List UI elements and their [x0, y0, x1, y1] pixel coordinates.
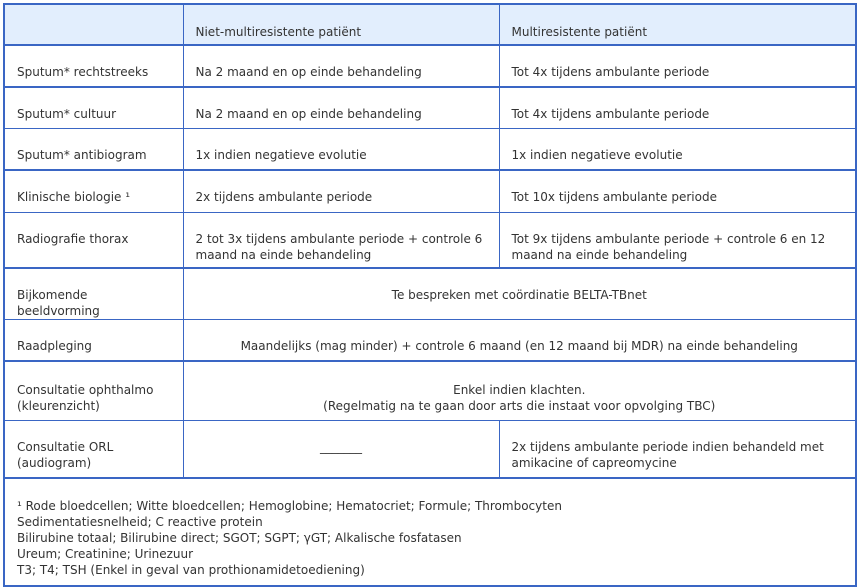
footnote-line: ¹ Rode bloedcellen; Witte bloedcellen; Hemoglobine; Hematocriet; Formule; Thrombocyten	[17, 498, 562, 513]
cell-niet-mdr: Na 2 maand en op einde behandeling	[183, 45, 499, 87]
table-row	[4, 212, 856, 268]
table-row	[4, 87, 856, 128]
row-label: Klinische biologie ¹	[4, 170, 183, 212]
cell-mdr: 2x tijdens ambulante periode indien behandeld met amikacine of capreomycine	[499, 421, 856, 478]
table-row	[4, 170, 856, 212]
cell-niet-mdr: 2 tot 3x tijdens ambulante periode + controle 6 maand na einde behandeling	[183, 212, 499, 268]
merged-line: (Regelmatig na te gaan door arts die instaat voor opvolging TBC)	[323, 398, 716, 413]
row-label: Sputum* rechtstreeks	[4, 45, 183, 87]
cell-mdr: Tot 9x tijdens ambulante periode + controle 6 en 12 maand na einde behandeling	[499, 212, 856, 268]
row-label: Bijkomende beeldvorming	[4, 268, 183, 320]
cell-niet-mdr: Na 2 maand en op einde behandeling	[183, 87, 499, 128]
row-label: Sputum* antibiogram	[4, 128, 183, 170]
footnote-line: Bilirubine totaal; Bilirubine direct; SGOT; SGPT; γGT; Alkalische fosfatasen	[17, 530, 462, 545]
table-row	[4, 320, 856, 361]
footnote-row	[4, 478, 856, 586]
row-label: Consultatie ophthalmo (kleurenzicht)	[4, 361, 183, 421]
row-label: Raadpleging	[4, 320, 183, 361]
footnote-line: T3; T4; TSH (Enkel in geval van prothionamidetoediening)	[17, 562, 365, 577]
table-row	[4, 361, 856, 421]
cell-niet-mdr: 1x indien negatieve evolutie	[183, 128, 499, 170]
table-row	[4, 45, 856, 87]
header-multiresistent: Multiresistente patiënt	[499, 4, 856, 45]
row-label: Radiografie thorax	[4, 212, 183, 268]
cell-niet-mdr	[183, 421, 499, 478]
footnote-cell	[4, 478, 856, 586]
table-row	[4, 268, 856, 320]
table-row	[4, 128, 856, 170]
footnote-line: Sedimentatiesnelheid; C reactive protein	[17, 514, 263, 529]
cell-merged: Te bespreken met coördinatie BELTA-TBnet	[183, 268, 856, 320]
cell-mdr: 1x indien negatieve evolutie	[499, 128, 856, 170]
cell-niet-mdr: 2x tijdens ambulante periode	[183, 170, 499, 212]
header-niet-multiresistent: Niet-multiresistente patiënt	[183, 4, 499, 45]
footnote-line: Ureum; Creatinine; Urinezuur	[17, 546, 194, 561]
cell-mdr: Tot 4x tijdens ambulante periode	[499, 45, 856, 87]
cell-mdr: Tot 4x tijdens ambulante periode	[499, 87, 856, 128]
merged-line: Enkel indien klachten.	[453, 382, 586, 397]
cell-mdr: Tot 10x tijdens ambulante periode	[499, 170, 856, 212]
header-row	[4, 4, 856, 45]
row-label: Sputum* cultuur	[4, 87, 183, 128]
monitoring-table	[3, 3, 857, 587]
header-empty-cell	[4, 4, 183, 45]
cell-merged	[183, 361, 856, 421]
table-row	[4, 421, 856, 478]
empty-dash: _______	[320, 440, 362, 454]
row-label: Consultatie ORL (audiogram)	[4, 421, 183, 478]
cell-merged: Maandelijks (mag minder) + controle 6 maand (en 12 maand bij MDR) na einde behandeling	[183, 320, 856, 361]
